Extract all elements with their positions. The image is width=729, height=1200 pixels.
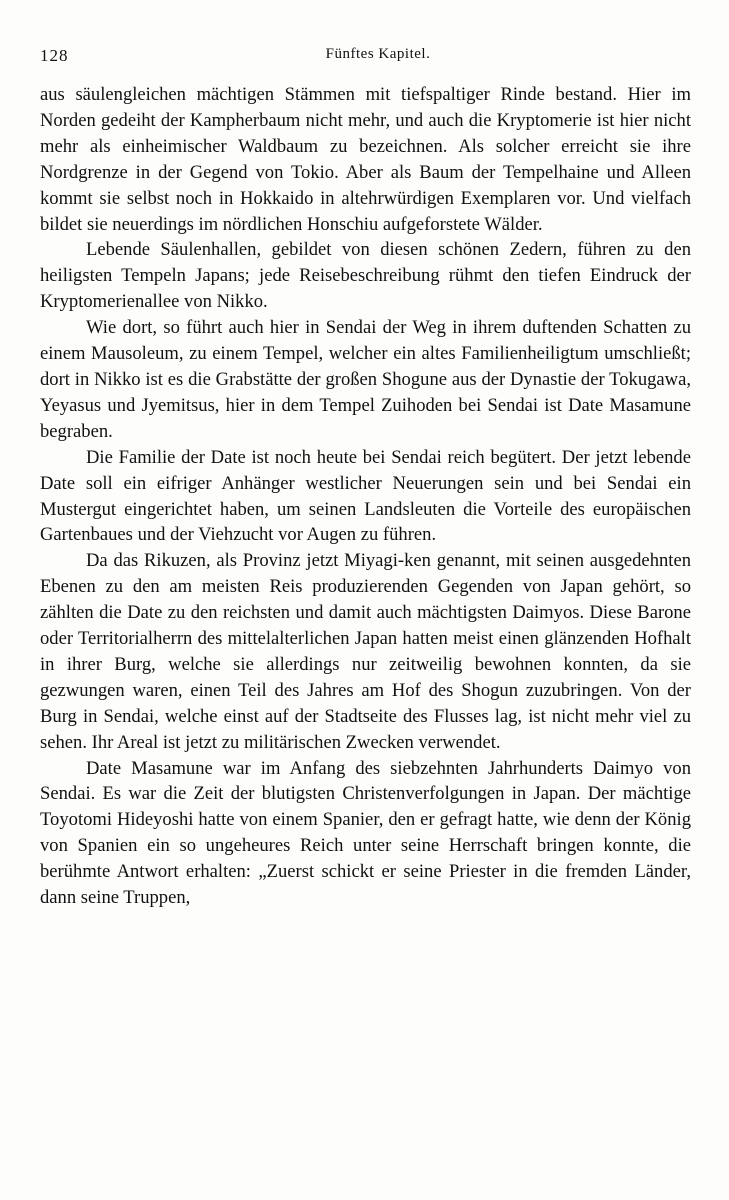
paragraph-5: Da das Rikuzen, als Provinz jetzt Miyagi-ken genannt, mit seinen ausgedehnten Ebenen zu den am meisten Reis produzierenden Gegenden von Japan gehört, so zählten die Date zu den reichsten und damit auch mächtigsten Daimyos. Diese Barone oder Territorialherrn des mittelalterlichen Japan hatten meist einen glänzenden Hofhalt in ihrer Burg, welche sie allerdings nur zeitweilig bewohnen konnten, da sie gezwungen waren, einen Teil des Jahres am Hof des Shogun zuzubringen. Von der Burg in Sendai, welche einst auf der Stadtseite des Flusses lag, ist nicht mehr viel zu sehen. Ihr Areal ist jetzt zu militärischen Zwecken verwendet.: [40, 550, 691, 753]
paragraph-3: Wie dort, so führt auch hier in Sendai der Weg in ihrem duftenden Schatten zu einem Mausoleum, zu einem Tempel, welcher ein altes Familienheiligtum umschließt; dort in Nikko ist es die Grabstätte der großen Shogune aus der Dynastie der Tokugawa, Yeyasus und Jyemitsus, hier in dem Tempel Zuihoden bei Sendai ist Date Masamune begraben.: [40, 317, 691, 442]
paragraph-4: Die Familie der Date ist noch heute bei Sendai reich begütert. Der jetzt lebende Date soll ein eifriger Anhänger westlicher Neuerungen sein und bei Sendai ein Mustergut eingerichtet haben, um seinen Landsleuten die Vorteile des europäischen Gartenbaues und der Viehzucht vor Augen zu führen.: [40, 446, 691, 546]
page-number: 128: [40, 46, 69, 65]
running-title: Fünftes Kapitel.: [325, 46, 431, 62]
paragraph-1: aus säulengleichen mächtigen Stämmen mit tiefspaltiger Rinde bestand. Hier im Norden gedeiht der Kampherbaum nicht mehr, und auch die Kryptomerie ist hier nicht mehr als einheimischer Waldbaum zu bezeichnen. Als solcher erreicht sie ihre Nordgrenze in der Gegend von Tokio. Aber als Baum der Tempelhaine und Alleen kommt sie selbst noch in Hokkaido in altehrwürdigen Exemplaren vor. Und vielfach bildet sie neuerdings im nördlichen Honschiu aufgeforstete Wälder.: [40, 84, 691, 235]
paragraph-6: Date Masamune war im Anfang des siebzehnten Jahrhunderts Daimyo von Sendai. Es war die Zeit der blutigsten Christenverfolgungen in Japan. Der mächtige Toyotomi Hideyoshi hatte von einem Spanier, den er gefragt hatte, wie denn der König von Spanien ein so ungeheures Reich unter seine Herrschaft bringen konnte, die berühmte Antwort erhalten: „Zuerst schickt er seine Priester in die fremden Länder, dann seine Truppen,: [40, 757, 691, 909]
body-text: [40, 82, 691, 911]
page-header: [40, 46, 688, 70]
paragraph-2: Lebende Säulenhallen, gebildet von diesen schönen Zedern, führen zu den heiligsten Tempeln Japans; jede Reisebeschreibung rühmt den tiefen Eindruck der Kryptomerienallee von Nikko.: [40, 239, 691, 313]
